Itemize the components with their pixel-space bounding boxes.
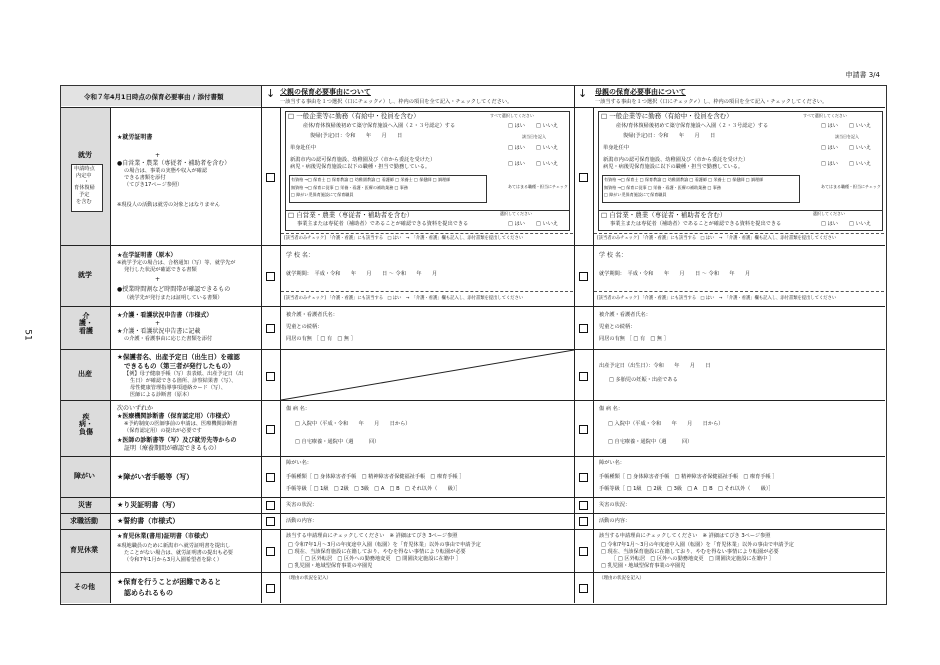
work-sublabel-2: 内定中: [76, 173, 92, 179]
mother-illness-f3: □ 自宅療養・通院中（週 回）: [608, 439, 693, 445]
mother-work-checkbox[interactable]: [579, 173, 588, 182]
mother-opt-note: すべて選択してください: [803, 113, 847, 118]
care-doc-1: ★介護・看護状況申告書（市様式）: [117, 312, 213, 319]
mother-work-line-5: 病児・病後児保育施設に以下の職種・担当で勤務している。: [603, 164, 744, 170]
father-disability-f1: 障がい名：: [286, 460, 312, 466]
mother-other-f1: （理由の状況を記入）: [599, 576, 644, 581]
father-other-f1: （理由の状況を記入）: [286, 576, 331, 581]
mother-care-f2: 児童との続柄：: [599, 324, 636, 330]
row-label-birth: 出産: [78, 370, 92, 378]
father-care-f1: 被介護・看護者氏名：: [286, 312, 338, 318]
mother-work-line-1: 産休/育休復帰後初めて築守保育施設へ入園（２・３号認定）する: [616, 123, 769, 129]
mother-other-checkbox[interactable]: [579, 584, 588, 593]
study-doc-2: ※就学予定の場合は、合格通知（写）等、就学先が: [117, 260, 236, 266]
father-section-note: 一該当する事由を１つ選択（口にチェック✓）し、枠内の項目を全て記入・チェックしてください。: [280, 99, 513, 105]
mother-work-line-2: 復帰(予定)日：令和 年 月 日: [623, 133, 716, 139]
father-disability-f3: 手帳等級［ □ 1級 □ 2級 □ 3級 □ A □ B □ それ以外（ 級）］: [286, 486, 461, 492]
mother-opt-company[interactable]: □ 一般企業等に勤務（有給中・役員を含む）: [601, 112, 733, 120]
father-leave-f4: ［ □ 区外転居 □ 区外への勤務地変更 □ 閉園決定施設に在籍中 ］: [298, 556, 462, 562]
illness-doc-5: ★医師の診断書等（写）及び就労先等からの: [117, 437, 237, 444]
header-left-title: 令和７年4月1日時点の保育必要事由 / 添付書類: [84, 93, 224, 101]
mother-jobhunt-checkbox[interactable]: [579, 517, 588, 526]
father-work-yes-3[interactable]: □ はい: [508, 161, 525, 167]
row-line-7: [61, 513, 885, 514]
father-opt-company[interactable]: □ 一般企業等に勤務（有給中・役員を含む）: [288, 112, 420, 120]
mother-leave-f1: 該当する申請理由にチェックしてください ※ 詳細はてびき 3ページ参照: [599, 533, 771, 539]
work-doc-plus: +: [155, 152, 161, 159]
father-leave-checkbox[interactable]: [266, 547, 275, 556]
mother-disability-f3: 手帳等級［ □ 1級 □ 2級 □ 3級 □ A □ B □ それ以外（ 級）］: [599, 486, 774, 492]
col-divider-2: [261, 86, 262, 603]
father-jobs-note: あてはまる職種・担当にチェック: [508, 184, 568, 189]
father-leave-f3: □ 現在、当該保育施設に在籍しており、やむを得ない事情により転園が必要: [288, 549, 466, 555]
father-jobs-1: 有資格 →□ 保育士 □ 保育教諭 □ 幼稚園教諭 □ 看護師 □ 栄養士 □ 保健師 □ 調理師: [291, 177, 451, 182]
mother-self-no[interactable]: □ いいえ: [849, 221, 872, 227]
father-illness-checkbox[interactable]: [266, 425, 275, 434]
father-study-footer: [該当者のみチェック] 「介護・看護」にも該当する □ はい → 「介護・看護」欄も記入し、添付書類を提出してください: [284, 296, 524, 301]
study-doc-1: ★在学証明書（原本）: [117, 252, 177, 259]
father-work-footer-line: [281, 233, 573, 234]
birth-doc-1: ★保護者名、出産予定日（出生日）を確認: [117, 353, 240, 361]
mother-work-no-1[interactable]: □ いいえ: [849, 123, 872, 129]
father-leave-f2: □ 令和7年1月〜3月の年度途中入園（転園）を「育児休業」以外の事由で申請予定: [288, 542, 481, 548]
birth-doc-5: 母性健康管理指導事項連絡カード（写）、: [130, 385, 226, 391]
mother-work-line-3: 単身赴任中: [603, 145, 629, 151]
care-doc-2: ★介護・看護状況申告書に記載: [117, 328, 201, 335]
row-line-6: [61, 497, 885, 498]
mother-jobs-note: あてはまる職種・担当にチェック: [821, 184, 881, 189]
mother-work-no-2[interactable]: □ いいえ: [849, 145, 872, 151]
father-work-no-2[interactable]: □ いいえ: [536, 145, 559, 151]
mother-jobs-2: 無資格 →□ 保育に従事 □ 栄養・看護・医療の補助業務 □ 事務: [604, 185, 721, 190]
study-doc-plus: +: [155, 276, 161, 283]
illness-doc-3: ※予約制度の医師事前の申請は、医療機関診断書: [124, 421, 238, 427]
mother-study-footer-line: [594, 291, 884, 292]
father-care-checkbox[interactable]: [266, 324, 275, 333]
mother-self-line: 事業主または専従者（補助者）であることが確認できる資料を提出できる: [610, 221, 782, 227]
mother-disaster-f1: 災害の状況：: [599, 502, 631, 508]
row-label-work: 就労: [78, 151, 92, 159]
mother-care-f1: 被介護・看護者氏名：: [599, 312, 651, 318]
row-line-8: [61, 529, 885, 530]
row-label-care: 介護・看護: [79, 312, 93, 335]
father-opt-note: すべて選択してください: [490, 113, 534, 118]
father-care-f2: 児童との続柄：: [286, 324, 323, 330]
mother-study-period: 就学期間： 平成・令和 年 月 日 〜 令和 年 月: [599, 271, 751, 277]
mother-leave-f3: □ 現在、当該保育施設に在籍しており、やむを得ない事情により転園が必要: [601, 549, 779, 555]
work-doc-4: できる書類を添付: [124, 175, 166, 181]
father-work-checkbox[interactable]: [266, 173, 275, 182]
row-label-jobhunt: 求職活動: [70, 517, 98, 525]
father-leave-f1: 該当する申請理由にチェックしてください ※ 詳細はてびき 3ページ参照: [286, 533, 458, 539]
work-sublabel-3: ・: [84, 179, 90, 185]
father-section-title: 父親の保育必要事由について: [280, 88, 371, 96]
mother-school-name: 学 校 名：: [599, 252, 627, 259]
study-doc-3: 発行した状況が確認できる書類: [124, 267, 197, 273]
mother-sel-note: 該当日を記入: [835, 134, 859, 139]
disaster-doc-1: ★り災証明書（写）: [117, 501, 180, 509]
row-label-leave: 育児休業: [70, 546, 98, 554]
mother-section-note: 一該当する事由を１つ選択（口にチェック✓）し、枠内の項目を全て記入・チェックしてください。: [595, 99, 828, 105]
study-doc-5: （就学先が発行または証明している書類）: [124, 295, 223, 301]
row-line-1: [61, 245, 885, 246]
father-disaster-checkbox[interactable]: [266, 501, 275, 510]
father-illness-f2: □ 入院中（平成・令和 年 月 日から）: [295, 421, 411, 427]
father-self-note: 選択してください: [500, 211, 532, 216]
father-disability-f2: 手帳種類［ □ 身体障害者手帳 □ 精神障害者保健福祉手帳 □ 療育手帳 ］: [286, 474, 465, 480]
mother-work-yes-3[interactable]: □ はい: [821, 161, 838, 167]
row-line-9: [61, 572, 885, 573]
father-work-line-4: 新潟市内の認可保育施設、幼稚園及び（市から委託を受けた）: [290, 157, 436, 163]
mother-self-note: 選択してください: [813, 211, 845, 216]
father-work-no-1[interactable]: □ いいえ: [536, 123, 559, 129]
leave-doc-1: ★育児休業(書用)証明書（市様式）: [117, 533, 212, 540]
mother-work-footer-line: [594, 233, 884, 234]
mother-birth-f2[interactable]: □ 多胎児の妊娠・出産である: [609, 377, 678, 383]
mother-leave-f4: ［ □ 区外転居 □ 区外への勤務地変更 □ 閉園決定施設に在籍中 ］: [611, 556, 775, 562]
birth-doc-6: 医師による診断書（原本）: [130, 392, 193, 398]
father-work-footer: [該当者のみチェック] 「介護・看護」にも該当する □ はい → 「介護・看護」欄も記入し、添付書類を提出してください: [284, 236, 524, 241]
father-sel-note: 該当日を記入: [522, 134, 546, 139]
father-study-footer-line: [281, 291, 573, 292]
illness-doc-6: 証明（療養期間が確認できるもの）: [124, 445, 221, 452]
row-label-disability: 障がい: [74, 472, 95, 480]
work-sublabel-1: 申請時点: [74, 166, 95, 172]
row-line-2: [61, 306, 885, 307]
work-doc-2: ●自営業・農業（専従者・補助者を含む）: [117, 160, 231, 167]
mother-disability-f1: 障がい名：: [599, 460, 625, 466]
mother-work-no-3[interactable]: □ いいえ: [849, 161, 872, 167]
father-care-f3: 同居の有無 ［ □ 有 □ 無 ］: [286, 336, 356, 342]
father-illness-f1: 傷 病 名：: [286, 406, 311, 412]
mother-section-title: 母親の保育必要事由について: [595, 88, 686, 96]
row-label-study: 就学: [78, 271, 92, 279]
mother-work-line-4: 新潟市内の認可保育施設、幼稚園及び（市から委託を受けた）: [603, 157, 749, 163]
father-disaster-f1: 災害の状況：: [286, 502, 318, 508]
work-sublabel-6: を含む: [76, 199, 92, 205]
mother-care-checkbox[interactable]: [579, 324, 588, 333]
work-sublabel-4: 育休復帰: [74, 185, 95, 191]
father-self-line: 事業主または専従者（補助者）であることが確認できる資料を提出できる: [297, 221, 469, 227]
work-doc-1: ★就労証明書: [117, 134, 153, 141]
work-doc-5: （てびき17ページ参照）: [124, 182, 183, 188]
father-work-no-3[interactable]: □ いいえ: [536, 161, 559, 167]
mother-study-checkbox[interactable]: [579, 272, 588, 281]
mother-work-yes-1[interactable]: □ はい: [821, 123, 838, 129]
father-school-name: 学 校 名：: [286, 252, 314, 259]
mother-disaster-checkbox[interactable]: [579, 501, 588, 510]
birth-doc-4: 生日）が確認できる箇所、診察結果書（写）、: [130, 378, 237, 384]
father-work-yes-2[interactable]: □ はい: [508, 145, 525, 151]
leave-doc-3: たことがない場合は、就労証明書の提出も必要: [124, 550, 233, 556]
illness-doc-2: ★医療機関診断書（保育認定用）（市様式）: [117, 413, 234, 420]
work-doc-6: ※現役人の活動は就労の対象とはなりません: [117, 202, 220, 208]
mother-leave-checkbox[interactable]: [579, 547, 588, 556]
mother-arrow-icon: ↓: [578, 87, 588, 100]
jobhunt-doc-1: ★誓約書（市様式）: [117, 517, 180, 525]
father-opt-self[interactable]: □ 自営業・農業（専従者・補助者を含む）: [288, 211, 414, 219]
mother-jobhunt-f1: 活動の内容：: [599, 518, 631, 524]
row-line-header: [61, 107, 885, 108]
father-jobs-2: 無資格 →□ 保育に従事 □ 栄養・看護・医療の補助業務 □ 事務: [291, 185, 408, 190]
mother-opt-self[interactable]: □ 自営業・農業（専従者・補助者を含む）: [601, 211, 727, 219]
mother-care-f3: 同居の有無 ［ □ 有 □ 無 ］: [599, 336, 669, 342]
illness-doc-4: （保育認定用）の提出が必要です: [124, 428, 202, 434]
birth-doc-3: 【例】母子健康手帳（写）表表紙、出産予定日（出: [124, 371, 244, 377]
leave-doc-4: （令和7年1月から3月入園希望者を除く）: [124, 557, 223, 563]
father-study-period: 就学期間： 平成・令和 年 月 日 〜 令和 年 月: [286, 271, 438, 277]
father-work-line-5: 病児・病後児保育施設に以下の職種・担当で勤務している。: [290, 164, 431, 170]
care-doc-plus: +: [155, 320, 161, 327]
mother-jobs-3: □ 障がい児保育施設にて保育職員: [604, 192, 667, 197]
other-doc-1: ★保育を行うことが困難であると: [117, 578, 222, 586]
father-jobhunt-f1: 活動の内容：: [286, 518, 318, 524]
leave-doc-2: ※現地職員のために新潟市へ就労証明書を提出し: [117, 543, 231, 549]
mother-work-footer: [該当者のみチェック] 「介護・看護」にも該当する □ はい → 「介護・看護」欄も記入し、添付書類を提出してください: [597, 236, 837, 241]
father-jobhunt-checkbox[interactable]: [266, 517, 275, 526]
work-doc-3: の場合は、事業の実態や収入が確認: [124, 168, 208, 174]
mother-jobs-1: 有資格 →□ 保育士 □ 保育教諭 □ 幼稚園教諭 □ 看護師 □ 栄養士 □ 保健師 □ 調理師: [604, 177, 764, 182]
mother-illness-f1: 傷 病 名：: [599, 406, 624, 412]
row-line-4: [61, 400, 885, 401]
father-birth-checkbox[interactable]: [266, 372, 275, 381]
mother-birth-checkbox[interactable]: [579, 372, 588, 381]
father-birth-strike: [281, 350, 574, 400]
father-disability-checkbox[interactable]: [266, 473, 275, 482]
father-illness-f3: □ 自宅療養・通院中（週 回）: [295, 439, 380, 445]
mother-disability-f2: 手帳種類［ □ 身体障害者手帳 □ 精神障害者保健福祉手帳 □ 療育手帳 ］: [599, 474, 778, 480]
mother-illness-f2: □ 入院中（平成・令和 年 月 日から）: [608, 421, 724, 427]
father-work-line-3: 単身赴任中: [290, 145, 316, 151]
row-line-5: [61, 456, 885, 457]
father-work-line-2: 復帰(予定)日：令和 年 月 日: [310, 133, 403, 139]
mother-study-footer: [該当者のみチェック] 「介護・看護」にも該当する □ はい → 「介護・看護」欄も記入し、添付書類を提出してください: [597, 296, 837, 301]
father-self-yes[interactable]: □ はい: [508, 221, 525, 227]
side-page-number: 51: [22, 329, 33, 341]
father-self-no[interactable]: □ いいえ: [536, 221, 559, 227]
father-work-line-1: 産休/育休復帰後初めて築守保育施設へ入園（２・３号認定）する: [303, 123, 456, 129]
father-other-checkbox[interactable]: [266, 584, 275, 593]
row-label-illness: 疾病・負傷: [79, 413, 93, 436]
illness-doc-1: 次のいずれか: [117, 405, 154, 412]
mother-disability-checkbox[interactable]: [579, 473, 588, 482]
father-arrow-icon: ↓: [266, 87, 276, 100]
other-doc-2: 認められるもの: [124, 589, 173, 597]
page-number-label: 申請書 3/4: [845, 71, 880, 79]
mother-leave-f5: □ 乳児園・地域型保育事業の卒園児: [601, 563, 686, 569]
mother-birth-f1: 出産予定日（出生日）：令和 年 月 日: [599, 363, 711, 369]
father-work-yes-1[interactable]: □ はい: [508, 123, 525, 129]
father-study-checkbox[interactable]: [266, 272, 275, 281]
mother-illness-checkbox[interactable]: [579, 425, 588, 434]
col-divider-4: [574, 86, 575, 603]
work-sublabel-5: 予定: [79, 192, 90, 198]
mother-work-yes-2[interactable]: □ はい: [821, 145, 838, 151]
row-label-other: その他: [74, 583, 95, 591]
birth-doc-2: できるもの（第三者が発行したもの）: [124, 362, 235, 370]
father-jobs-3: □ 障がい児保育施設にて保育職員: [291, 192, 354, 197]
disability-doc-1: ★障がい者手帳等（写）: [117, 473, 194, 481]
mother-leave-f2: □ 令和7年1月〜3月の年度途中入園（転園）を「育児休業」以外の事由で申請予定: [601, 542, 794, 548]
father-leave-f5: □ 乳児園・地域型保育事業の卒園児: [288, 563, 373, 569]
study-doc-4: ●授業時間割など時間帯が確認できるもの: [117, 286, 231, 293]
mother-self-yes[interactable]: □ はい: [821, 221, 838, 227]
row-label-disaster: 災害: [78, 501, 92, 509]
care-doc-3: の介護・看護事由に応じた書類を添付: [124, 336, 213, 342]
